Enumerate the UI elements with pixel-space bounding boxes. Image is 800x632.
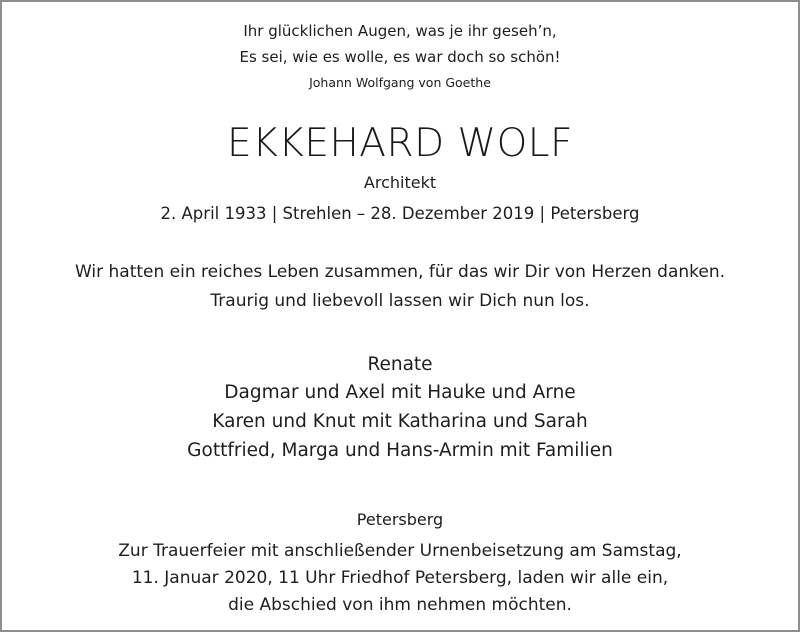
family-member: Gottfried, Marga und Hans-Armin mit Familien <box>187 440 613 461</box>
message-line-2: Traurig und liebevoll lassen wir Dich nun los. <box>210 291 590 311</box>
notice-line-2: 11. Januar 2020, 11 Uhr Friedhof Petersberg, laden wir alle ein, <box>131 568 669 588</box>
deceased-dates: 2. April 1933 | Strehlen – 28. Dezember 2019 | Petersberg <box>160 204 640 223</box>
family-member: Renate <box>367 354 433 375</box>
location: Petersberg <box>356 510 444 529</box>
deceased-name: EKKEHARD WOLF <box>227 121 573 166</box>
message-line-1: Wir hatten ein reiches Leben zusammen, für das wir Dir von Herzen danken. <box>74 262 726 282</box>
poem-line-1: Ihr glücklichen Augen, was je ihr geseh’n, <box>243 22 557 40</box>
deceased-profession: Architekt <box>363 173 437 192</box>
poem-line-2: Es sei, wie es wolle, es war doch so schön! <box>239 48 561 66</box>
family-member: Dagmar und Axel mit Hauke und Arne <box>224 382 576 403</box>
poem-author: Johann Wolfgang von Goethe <box>309 75 491 90</box>
notice-line-1: Zur Trauerfeier mit anschließender Urnenbeisetzung am Samstag, <box>118 541 682 561</box>
notice-line-3: die Abschied von ihm nehmen möchten. <box>228 595 572 615</box>
family-member: Karen und Knut mit Katharina und Sarah <box>212 411 588 432</box>
